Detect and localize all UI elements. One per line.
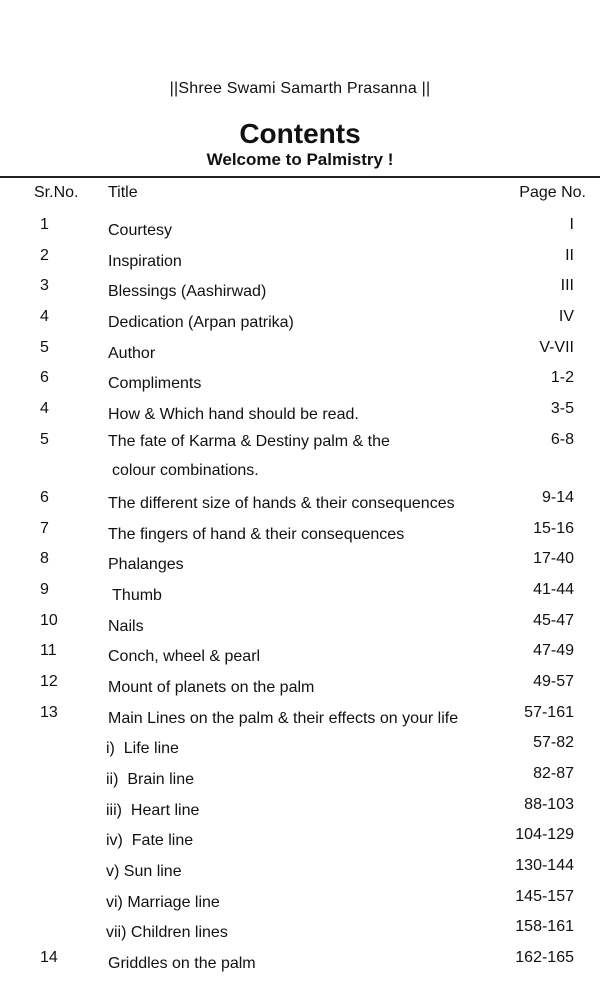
row-title — [108, 489, 488, 518]
row-page-no: III — [560, 277, 574, 295]
row-title-text: Conch, wheel & pearl — [108, 648, 261, 666]
table-row — [0, 700, 600, 731]
row-page-no: 1-2 — [550, 369, 574, 387]
row-sr-no: 6 — [40, 369, 49, 387]
row-title-text: Griddles on the palm — [108, 955, 256, 973]
table-row — [0, 669, 600, 700]
header-divider — [0, 176, 600, 178]
table-row — [0, 396, 600, 427]
row-page-no: 82-87 — [533, 765, 574, 782]
row-title-text: iv) Fate line — [106, 832, 194, 850]
row-title — [108, 369, 488, 398]
row-title — [108, 520, 488, 549]
row-title — [106, 918, 486, 947]
row-title-text: Mount of planets on the palm — [108, 678, 315, 696]
row-title-text: How & Which hand should be read. — [108, 406, 359, 424]
invocation-line: ||Shree Swami Samarth Prasanna || — [169, 80, 431, 97]
table-row — [0, 884, 600, 915]
row-title — [106, 857, 486, 886]
row-title-text: Dedication (Arpan patrika) — [108, 314, 294, 332]
row-sr-no: 9 — [40, 580, 49, 598]
row-title — [108, 550, 488, 579]
row-title-text: Thumb — [108, 586, 162, 604]
row-page-no: V-VII — [539, 338, 574, 356]
row-title-text: The different size of hands & their consequences — [108, 494, 455, 512]
row-title — [108, 581, 488, 610]
table-header — [0, 184, 600, 208]
row-sr-no: 2 — [40, 246, 49, 264]
page-subtitle: Welcome to Palmistry ! — [206, 150, 394, 169]
row-title — [106, 765, 486, 794]
row-title-text: The fingers of hand & their consequences — [108, 525, 405, 543]
row-title — [108, 277, 488, 306]
row-page-no: 49-57 — [533, 672, 574, 690]
row-title — [108, 339, 488, 368]
table-row — [0, 304, 600, 335]
row-title-text: v) Sun line — [106, 863, 182, 881]
row-title — [108, 949, 488, 978]
row-title-text: The fate of Karma & Destiny palm & the — [108, 432, 390, 450]
row-title-text: Compliments — [108, 375, 202, 393]
row-title-text: iii) Heart line — [106, 801, 200, 819]
row-title-text: Nails — [108, 617, 144, 635]
table-row — [0, 792, 600, 823]
row-sr-no: 5 — [40, 430, 49, 448]
row-title-text: ii) Brain line — [106, 771, 195, 788]
table-row — [0, 822, 600, 853]
table-row — [0, 638, 600, 669]
row-title — [108, 612, 488, 641]
table-row — [0, 273, 600, 304]
table-row — [0, 853, 600, 884]
row-title — [106, 796, 486, 825]
row-page-no: 47-49 — [533, 642, 574, 660]
row-title-text: Courtesy — [108, 222, 173, 239]
row-sr-no: 1 — [40, 216, 49, 233]
row-page-no: 3-5 — [550, 400, 574, 418]
row-page-no: 158-161 — [515, 918, 574, 936]
column-header-sr-no: Sr.No. — [34, 184, 79, 201]
table-row — [0, 212, 600, 243]
table-row — [0, 243, 600, 274]
row-page-no: 15-16 — [533, 519, 574, 537]
row-page-no: 130-144 — [515, 857, 574, 875]
row-title-text: Blessings (Aashirwad) — [108, 283, 267, 301]
row-title — [108, 400, 488, 429]
row-title-text: vii) Children lines — [106, 924, 228, 942]
row-page-no: 57-161 — [524, 703, 574, 721]
row-title-text: Phalanges — [108, 556, 184, 574]
table-row — [0, 516, 600, 547]
table-row — [0, 427, 600, 485]
row-title — [106, 888, 486, 917]
table-row — [0, 945, 600, 976]
row-page-no: 88-103 — [524, 795, 574, 813]
row-title — [108, 247, 488, 276]
row-sr-no: 5 — [40, 338, 49, 356]
row-title-text: i) Life line — [106, 740, 179, 758]
row-page-no: 41-44 — [533, 580, 574, 598]
row-title-text: Inspiration — [108, 252, 182, 270]
row-title-continuation: colour combinations. — [112, 461, 259, 479]
row-title — [108, 673, 488, 702]
row-sr-no: 14 — [40, 949, 58, 967]
row-sr-no: 10 — [40, 611, 58, 629]
table-row — [0, 365, 600, 396]
row-sr-no: 4 — [40, 308, 49, 326]
row-sr-no: 13 — [40, 703, 58, 721]
row-page-no: 17-40 — [533, 550, 574, 568]
row-title — [108, 308, 488, 337]
row-title — [108, 427, 488, 485]
row-sr-no: 6 — [40, 488, 49, 506]
table-row — [0, 335, 600, 366]
table-row — [0, 485, 600, 516]
row-page-no: 9-14 — [541, 488, 574, 506]
contents-table — [0, 212, 600, 976]
table-row — [0, 577, 600, 608]
row-title — [106, 734, 486, 763]
row-sr-no: 3 — [40, 277, 49, 295]
row-page-no: 145-157 — [515, 887, 574, 905]
column-header-title: Title — [108, 184, 138, 201]
row-title — [108, 642, 488, 671]
table-row — [0, 730, 600, 761]
row-page-no: 57-82 — [533, 734, 574, 752]
row-sr-no: 11 — [40, 642, 57, 660]
row-page-no: I — [569, 216, 574, 233]
row-page-no: II — [565, 246, 574, 264]
row-title — [108, 704, 488, 733]
row-sr-no: 12 — [40, 672, 58, 690]
column-header-page-no: Page No. — [519, 184, 586, 201]
row-sr-no: 8 — [40, 550, 49, 568]
row-page-no: 162-165 — [515, 949, 574, 967]
row-page-no: 104-129 — [515, 826, 574, 844]
row-title-text: vi) Marriage line — [106, 893, 220, 911]
row-page-no: 45-47 — [533, 611, 574, 629]
page-title: Contents — [239, 118, 361, 149]
row-page-no: 6-8 — [550, 430, 574, 448]
row-page-no: IV — [558, 308, 574, 326]
table-row — [0, 608, 600, 639]
row-sr-no: 4 — [40, 400, 49, 418]
row-title — [108, 216, 488, 245]
table-row — [0, 914, 600, 945]
row-title — [106, 826, 486, 855]
row-title-text: Main Lines on the palm & their effects on your life — [108, 709, 459, 727]
row-sr-no: 7 — [40, 519, 49, 537]
row-title-text: Author — [108, 344, 156, 362]
table-row — [0, 546, 600, 577]
table-row — [0, 761, 600, 792]
